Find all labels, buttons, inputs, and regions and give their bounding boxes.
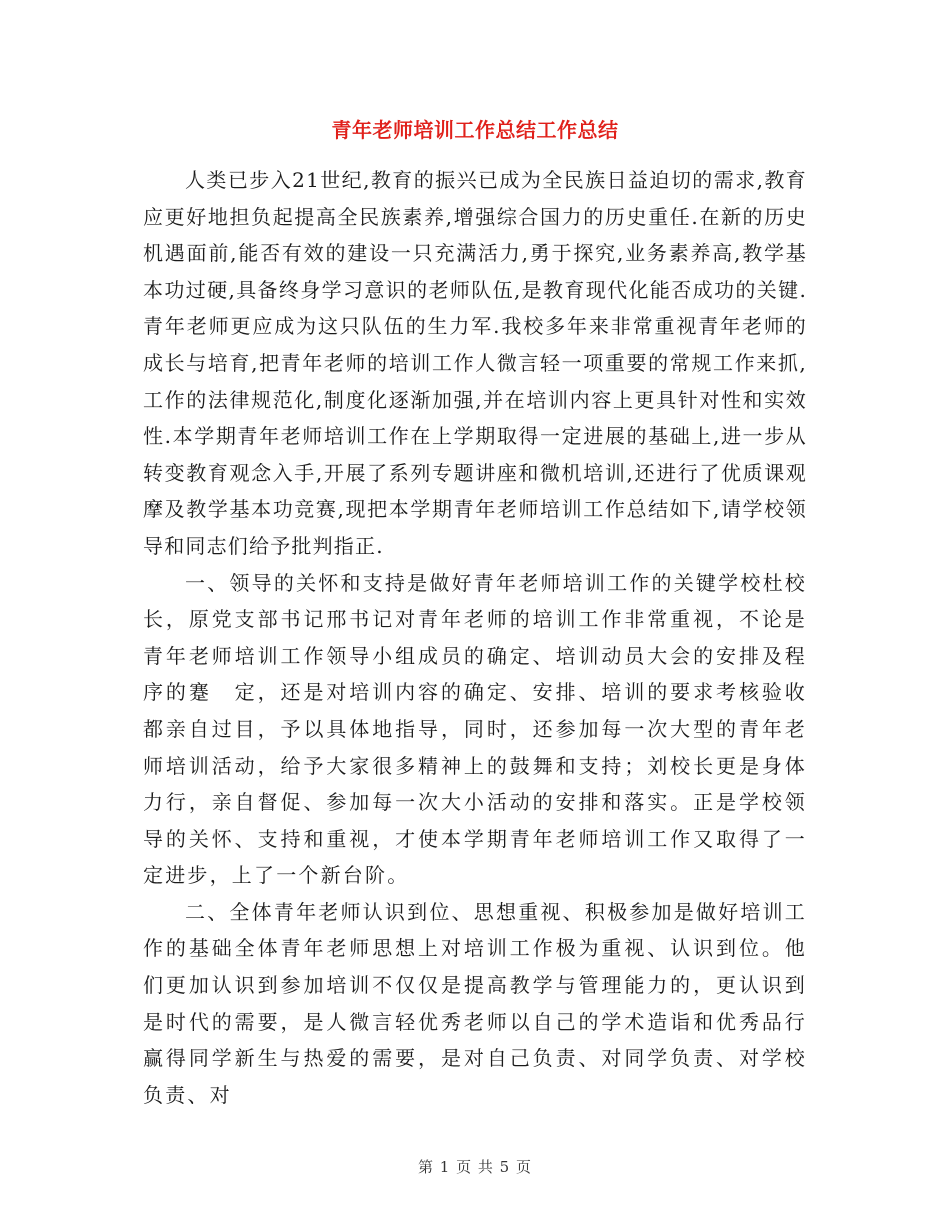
paragraph-intro: 人类已步入21世纪,教育的振兴已成为全民族日益迫切的需求,教育应更好地担负起提高全民族素养,增强综合国力的历史重任.在新的历史机遇面前,能否有效的建设一只充满活力,勇于探究,业务素养高,教学基本功过硬,具备终身学习意识的老师队伍,是教育现代化能否成功的关键.青年老师更应成为这只队伍的生力军.我校多年来非常重视青年老师的成长与培育,把青年老师的培训工作人微言轻一项重要的常规工作来抓,工作的法律规范化,制度化逐渐加强,并在培训内容上更具针对性和实效性.本学期青年老师培训工作在上学期取得一定进展的基础上,进一步从转变教育观念入手,开展了系列专题讲座和微机培训,还进行了优质课观摩及教学基本功竞赛,现把本学期青年老师培训工作总结如下,请学校领导和同志们给予批判指正. [143, 168, 807, 558]
document-body [143, 162, 807, 1113]
document-title: 青年老师培训工作总结工作总结 [331, 118, 619, 142]
paragraph-leadership: 一、领导的关怀和支持是做好青年老师培训工作的关键学校杜校长，原党支部书记邢书记对青年老师的培训工作非常重视，不论是青年老师培训工作领导小组成员的确定、培训动员大会的安排及程序的蹇 定，还是对培训内容的确定、安排、培训的要求考核验收都亲自过目，予以具体地指导，同时，还参加每一次大型的青年老师培训活动，给予大家很多精神上的鼓舞和支持；刘校长更是身体力行，亲自督促、参加每一次大小活动的安排和落实。正是学校领导的关怀、支持和重视，才使本学期青年老师培训工作又取得了一定进步，上了一个新台阶。 [143, 570, 807, 888]
page-number-footer: 第 1 页 共 5 页 [418, 1158, 532, 1176]
paragraph-teachers: 二、全体青年老师认识到位、思想重视、积极参加是做好培训工作的基础全体青年老师思想上对培训工作极为重视、认识到位。他们更加认识到参加培训不仅仅是提高教学与管理能力的，更认识到是时代的需要，是人微言轻优秀老师以自己的学术造诣和优秀品行赢得同学新生与热爱的需要，是对自己负责、对同学负责、对学校负责、对 [143, 899, 807, 1107]
